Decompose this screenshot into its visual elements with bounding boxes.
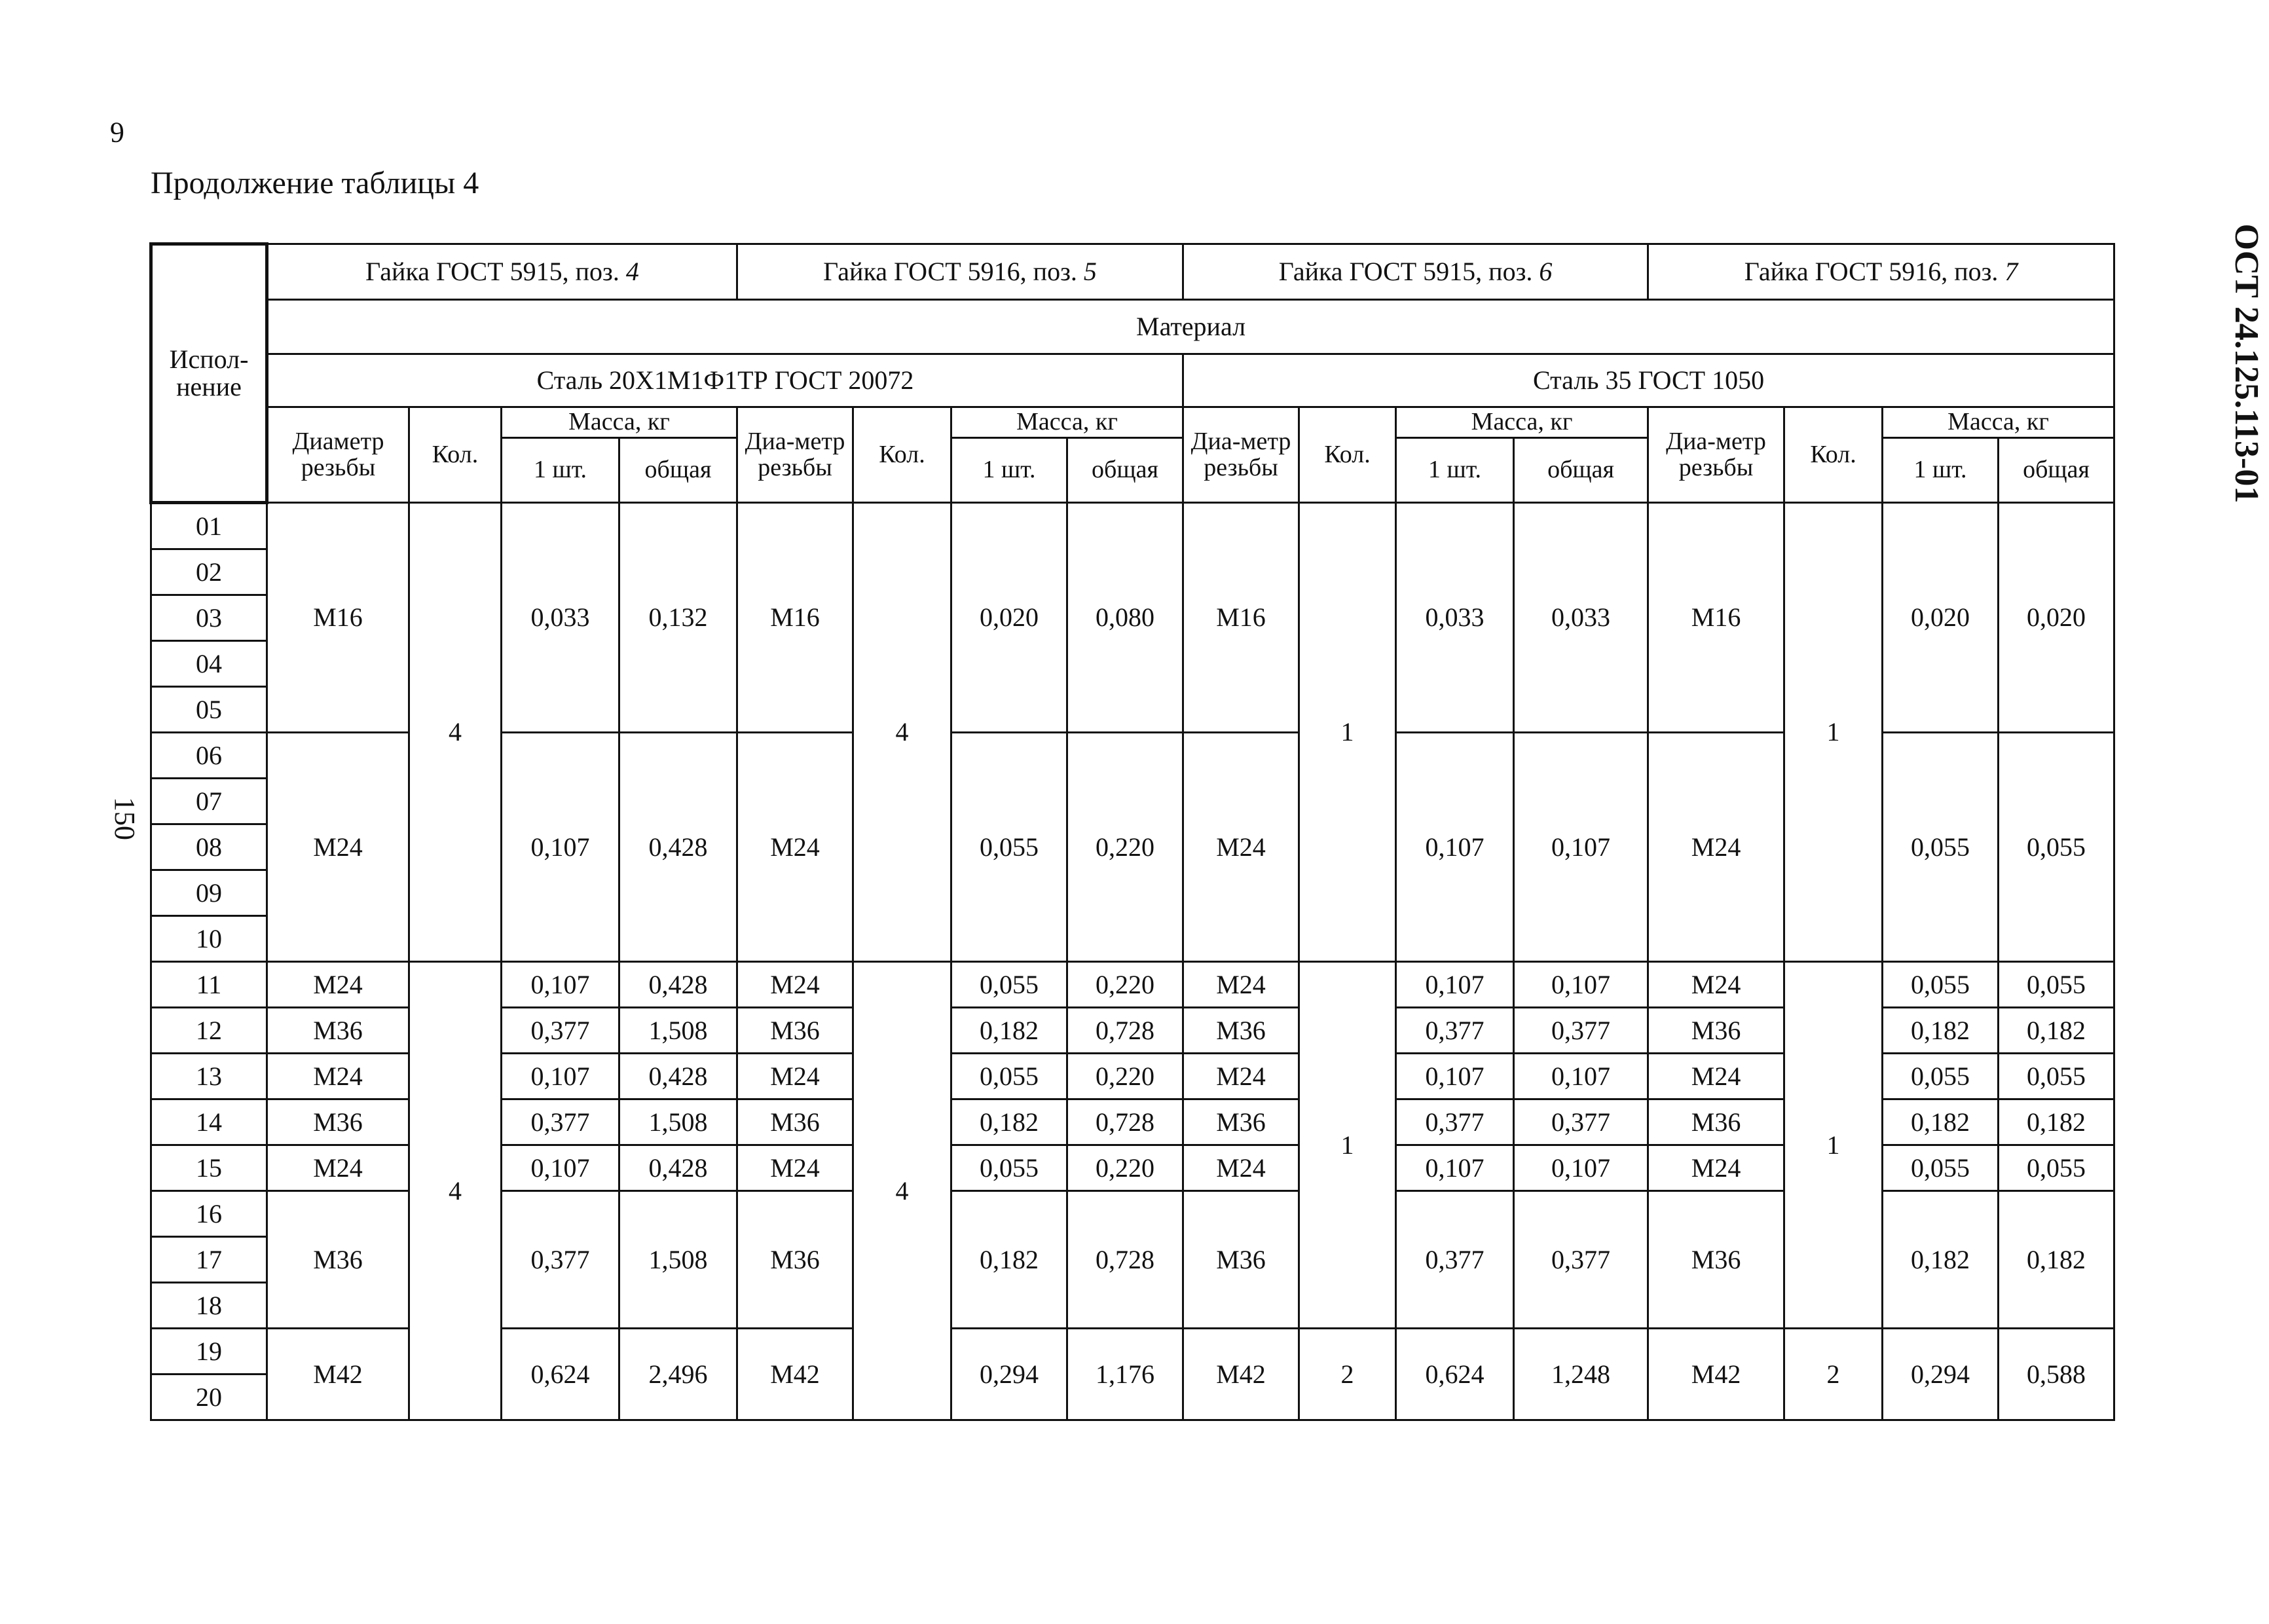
qty-cell: 4 [853, 503, 951, 962]
header-mass-one: 1 шт. [1883, 438, 1999, 503]
mass-one-cell: 0,377 [1396, 1008, 1514, 1054]
table-row [151, 962, 2114, 1008]
row-id: 20 [151, 1375, 267, 1420]
mass-total-cell: 0,107 [1514, 962, 1648, 1008]
header-row-steels [151, 354, 2114, 407]
row-id: 09 [151, 870, 267, 916]
row-id: 13 [151, 1054, 267, 1099]
mass-total-cell: 0,220 [1067, 962, 1183, 1008]
header-group-5: Гайка ГОСТ 5916, поз. 5 [737, 244, 1183, 300]
mass-one-cell: 0,107 [502, 1054, 619, 1099]
qty-cell: 2 [1299, 1329, 1396, 1420]
bolt-nut-table [149, 242, 2115, 1421]
diameter-cell: М16 [267, 503, 409, 733]
header-mass: Масса, кг [951, 407, 1183, 438]
header-mass-total: общая [1514, 438, 1648, 503]
mass-one-cell: 0,107 [1396, 962, 1514, 1008]
mass-total-cell: 1,248 [1514, 1329, 1648, 1420]
header-mass-one: 1 шт. [502, 438, 619, 503]
mass-total-cell: 0,428 [619, 733, 737, 962]
mass-one-cell: 0,182 [1883, 1099, 1999, 1145]
diameter-cell: М16 [1183, 503, 1299, 733]
mass-one-cell: 0,055 [1883, 1054, 1999, 1099]
table-row [151, 503, 2114, 549]
header-mass: Масса, кг [1396, 407, 1648, 438]
diameter-cell: М24 [1183, 1054, 1299, 1099]
mass-total-cell: 0,182 [1999, 1099, 2114, 1145]
mass-one-cell: 0,377 [502, 1191, 619, 1329]
mass-total-cell: 0,428 [619, 962, 737, 1008]
diameter-cell: М16 [1648, 503, 1784, 733]
diameter-cell: М36 [267, 1099, 409, 1145]
header-diameter: Диа-метр резьбы [737, 407, 853, 503]
mass-one-cell: 0,055 [951, 962, 1067, 1008]
mass-one-cell: 0,182 [1883, 1191, 1999, 1329]
document-code: ОСТ 24.125.113-01 [2228, 223, 2265, 504]
mass-total-cell: 1,508 [619, 1099, 737, 1145]
diameter-cell: М42 [1183, 1329, 1299, 1420]
qty-cell: 1 [1784, 503, 1883, 962]
diameter-cell: М36 [1648, 1191, 1784, 1329]
diameter-cell: М24 [1183, 733, 1299, 962]
row-id: 12 [151, 1008, 267, 1054]
row-id: 04 [151, 641, 267, 687]
diameter-cell: М24 [1648, 733, 1784, 962]
header-group-6: Гайка ГОСТ 5915, поз. 6 [1183, 244, 1648, 300]
mass-total-cell: 0,055 [1999, 1145, 2114, 1191]
diameter-cell: М42 [1648, 1329, 1784, 1420]
mass-total-cell: 0,588 [1999, 1329, 2114, 1420]
row-id: 07 [151, 779, 267, 824]
mass-total-cell: 0,428 [619, 1145, 737, 1191]
row-id: 15 [151, 1145, 267, 1191]
mass-one-cell: 0,182 [1883, 1008, 1999, 1054]
mass-one-cell: 0,182 [951, 1008, 1067, 1054]
mass-total-cell: 0,377 [1514, 1099, 1648, 1145]
diameter-cell: М24 [267, 733, 409, 962]
diameter-cell: М16 [737, 503, 853, 733]
header-qty: Кол. [853, 407, 951, 503]
mass-total-cell: 0,428 [619, 1054, 737, 1099]
mass-one-cell: 0,020 [1883, 503, 1999, 733]
mass-one-cell: 0,107 [502, 962, 619, 1008]
row-id: 16 [151, 1191, 267, 1237]
sheet-number: 150 [109, 797, 141, 840]
diameter-cell: М36 [1648, 1008, 1784, 1054]
row-id: 06 [151, 733, 267, 779]
page-title: Продолжение таблицы 4 [151, 166, 479, 200]
mass-total-cell: 0,033 [1514, 503, 1648, 733]
diameter-cell: М24 [1183, 1145, 1299, 1191]
mass-total-cell: 2,496 [619, 1329, 737, 1420]
mass-total-cell: 0,182 [1999, 1008, 2114, 1054]
mass-one-cell: 0,377 [502, 1008, 619, 1054]
diameter-cell: М36 [1183, 1099, 1299, 1145]
mass-total-cell: 0,020 [1999, 503, 2114, 733]
header-qty: Кол. [1299, 407, 1396, 503]
mass-one-cell: 0,107 [502, 1145, 619, 1191]
header-material-steel-2: Сталь 35 ГОСТ 1050 [1183, 354, 2114, 407]
qty-cell: 4 [409, 503, 502, 962]
mass-one-cell: 0,107 [502, 733, 619, 962]
header-row-columns [151, 407, 2114, 438]
mass-one-cell: 0,055 [951, 1054, 1067, 1099]
header-mass-total: общая [1067, 438, 1183, 503]
diameter-cell: М24 [737, 733, 853, 962]
qty-cell: 2 [1784, 1329, 1883, 1420]
mass-total-cell: 0,220 [1067, 1054, 1183, 1099]
mass-total-cell: 0,377 [1514, 1191, 1648, 1329]
mass-one-cell: 0,055 [951, 1145, 1067, 1191]
diameter-cell: М24 [267, 1054, 409, 1099]
mass-total-cell: 0,107 [1514, 733, 1648, 962]
diameter-cell: М24 [1648, 1145, 1784, 1191]
header-qty: Кол. [1784, 407, 1883, 503]
row-id: 02 [151, 549, 267, 595]
header-diameter: Диаметр резьбы [267, 407, 409, 503]
row-id: 19 [151, 1329, 267, 1375]
diameter-cell: М36 [267, 1008, 409, 1054]
header-mass-total: общая [619, 438, 737, 503]
mass-total-cell: 1,176 [1067, 1329, 1183, 1420]
header-qty: Кол. [409, 407, 502, 503]
diameter-cell: М36 [737, 1099, 853, 1145]
mass-one-cell: 0,294 [951, 1329, 1067, 1420]
diameter-cell: М36 [1648, 1099, 1784, 1145]
mass-one-cell: 0,624 [1396, 1329, 1514, 1420]
header-row-groups [151, 244, 2114, 300]
header-ispolnenie: Испол-нение [151, 244, 267, 503]
mass-one-cell: 0,107 [1396, 1145, 1514, 1191]
mass-one-cell: 0,377 [1396, 1191, 1514, 1329]
qty-cell: 1 [1299, 503, 1396, 962]
mass-one-cell: 0,294 [1883, 1329, 1999, 1420]
mass-one-cell: 0,055 [1883, 962, 1999, 1008]
diameter-cell: М24 [267, 962, 409, 1008]
mass-total-cell: 1,508 [619, 1191, 737, 1329]
mass-one-cell: 0,020 [951, 503, 1067, 733]
mass-total-cell: 0,055 [1999, 1054, 2114, 1099]
row-id: 18 [151, 1283, 267, 1329]
header-row-material [151, 300, 2114, 354]
diameter-cell: М24 [737, 1054, 853, 1099]
mass-total-cell: 0,055 [1999, 962, 2114, 1008]
mass-one-cell: 0,377 [502, 1099, 619, 1145]
mass-total-cell: 0,220 [1067, 733, 1183, 962]
row-id: 01 [151, 503, 267, 549]
mass-total-cell: 0,377 [1514, 1008, 1648, 1054]
header-mass-one: 1 шт. [1396, 438, 1514, 503]
header-group-7: Гайка ГОСТ 5916, поз. 7 [1648, 244, 2114, 300]
header-material-steel-1: Сталь 20Х1М1Ф1ТР ГОСТ 20072 [267, 354, 1183, 407]
mass-one-cell: 0,377 [1396, 1099, 1514, 1145]
mass-one-cell: 0,033 [1396, 503, 1514, 733]
header-mass: Масса, кг [502, 407, 737, 438]
header-diameter: Диа-метр резьбы [1648, 407, 1784, 503]
qty-cell: 4 [853, 962, 951, 1420]
diameter-cell: М24 [1648, 962, 1784, 1008]
diameter-cell: М36 [1183, 1008, 1299, 1054]
diameter-cell: М24 [1183, 962, 1299, 1008]
qty-cell: 1 [1784, 962, 1883, 1329]
mass-total-cell: 0,107 [1514, 1145, 1648, 1191]
diameter-cell: М24 [267, 1145, 409, 1191]
diameter-cell: М42 [737, 1329, 853, 1420]
mass-total-cell: 0,132 [619, 503, 737, 733]
mass-total-cell: 0,728 [1067, 1099, 1183, 1145]
diameter-cell: М36 [737, 1008, 853, 1054]
row-id: 10 [151, 916, 267, 962]
mass-one-cell: 0,182 [951, 1099, 1067, 1145]
row-id: 08 [151, 824, 267, 870]
diameter-cell: М42 [267, 1329, 409, 1420]
page-number: 6 [110, 117, 124, 149]
mass-total-cell: 1,508 [619, 1008, 737, 1054]
diameter-cell: М36 [1183, 1191, 1299, 1329]
row-id: 17 [151, 1237, 267, 1283]
mass-total-cell: 0,107 [1514, 1054, 1648, 1099]
diameter-cell: М36 [267, 1191, 409, 1329]
mass-total-cell: 0,182 [1999, 1191, 2114, 1329]
row-id: 05 [151, 687, 267, 733]
mass-one-cell: 0,107 [1396, 1054, 1514, 1099]
row-id: 11 [151, 962, 267, 1008]
header-mass-total: общая [1999, 438, 2114, 503]
mass-total-cell: 0,728 [1067, 1008, 1183, 1054]
diameter-cell: М24 [737, 962, 853, 1008]
mass-total-cell: 0,220 [1067, 1145, 1183, 1191]
mass-one-cell: 0,107 [1396, 733, 1514, 962]
qty-cell: 1 [1299, 962, 1396, 1329]
mass-one-cell: 0,055 [951, 733, 1067, 962]
header-mass: Масса, кг [1883, 407, 2114, 438]
mass-total-cell: 0,728 [1067, 1191, 1183, 1329]
diameter-cell: М24 [1648, 1054, 1784, 1099]
mass-one-cell: 0,055 [1883, 1145, 1999, 1191]
mass-one-cell: 0,033 [502, 503, 619, 733]
mass-total-cell: 0,055 [1999, 733, 2114, 962]
qty-cell: 4 [409, 962, 502, 1420]
header-mass-one: 1 шт. [951, 438, 1067, 503]
mass-one-cell: 0,624 [502, 1329, 619, 1420]
diameter-cell: М24 [737, 1145, 853, 1191]
header-diameter: Диа-метр резьбы [1183, 407, 1299, 503]
row-id: 14 [151, 1099, 267, 1145]
header-group-4: Гайка ГОСТ 5915, поз. 4 [267, 244, 737, 300]
row-id: 03 [151, 595, 267, 641]
mass-one-cell: 0,182 [951, 1191, 1067, 1329]
mass-total-cell: 0,080 [1067, 503, 1183, 733]
diameter-cell: М36 [737, 1191, 853, 1329]
mass-one-cell: 0,055 [1883, 733, 1999, 962]
header-material: Материал [267, 300, 2114, 354]
